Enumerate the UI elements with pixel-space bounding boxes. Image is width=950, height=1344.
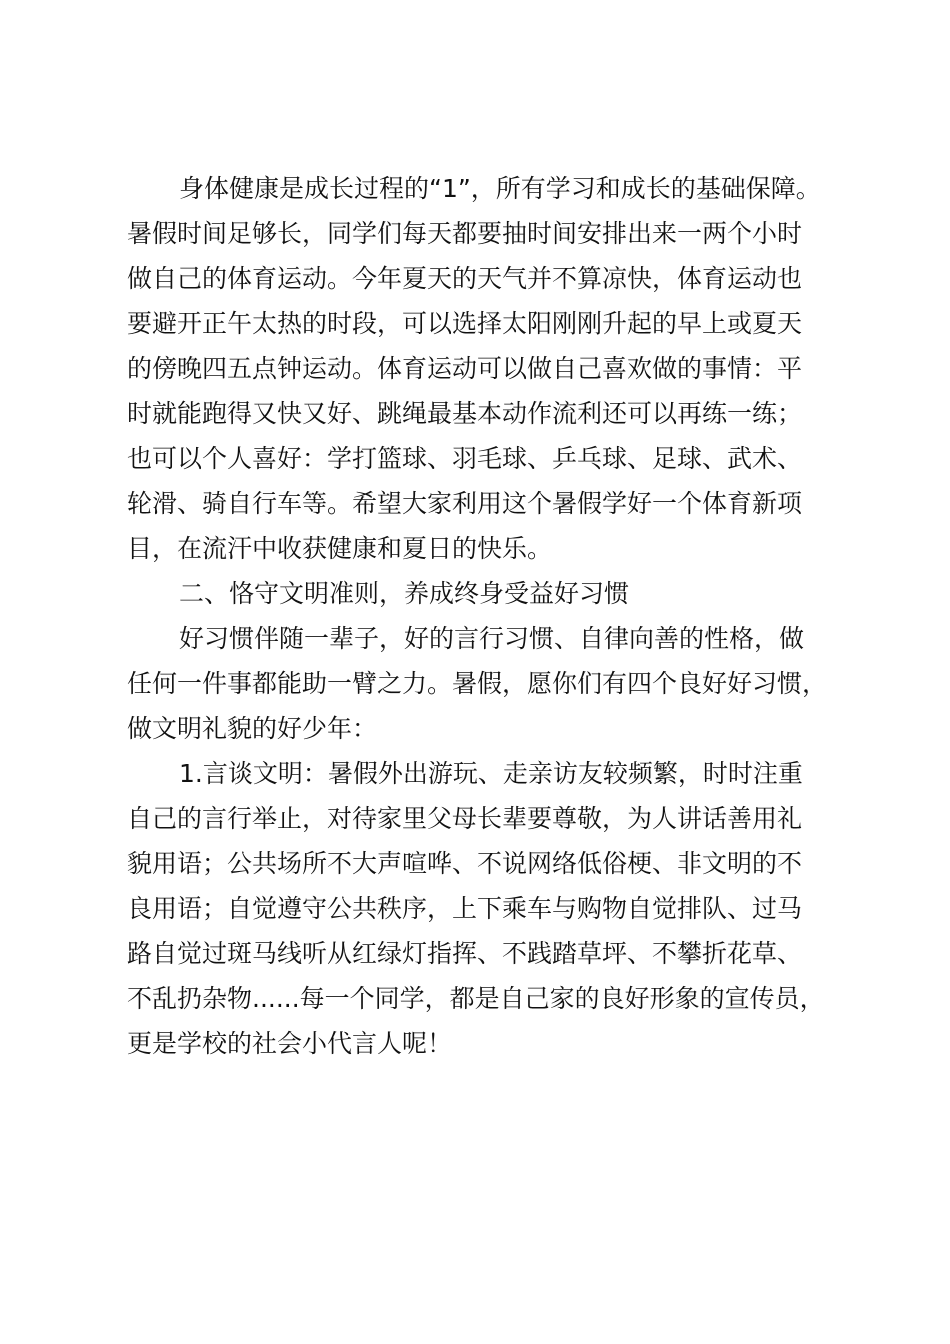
paragraph-line: 身体健康是成长过程的“1”，所有学习和成长的基础保障。 bbox=[179, 174, 821, 203]
list-item-line: 自己的言行举止，对待家里父母长辈要尊敬，为人讲话善用礼 bbox=[127, 804, 803, 833]
list-item-line: 貌用语；公共场所不大声喧哗、不说网络低俗梗、非文明的不 bbox=[127, 849, 803, 878]
list-item-line: 不乱扔杂物......每一个同学，都是自己家的良好形象的宣传员， bbox=[127, 984, 825, 1013]
paragraph-line: 要避开正午太热的时段，可以选择太阳刚刚升起的早上或夏天 bbox=[127, 309, 803, 338]
paragraph-line: 做文明礼貌的好少年： bbox=[127, 714, 378, 743]
paragraph-line: 暑假时间足够长，同学们每天都要抽时间安排出来一两个小时 bbox=[127, 219, 803, 248]
paragraph-line: 好习惯伴随一辈子，好的言行习惯、自律向善的性格，做 bbox=[179, 624, 805, 653]
section-heading: 二、恪守文明准则，养成终身受益好习惯 bbox=[179, 579, 630, 608]
document-body bbox=[127, 166, 857, 1066]
paragraph-line: 的傍晚四五点钟运动。体育运动可以做自己喜欢做的事情：平 bbox=[127, 354, 803, 383]
paragraph-line: 时就能跑得又快又好、跳绳最基本动作流利还可以再练一练； bbox=[127, 399, 803, 428]
list-item-line: 良用语；自觉遵守公共秩序，上下乘车与购物自觉排队、过马 bbox=[127, 894, 803, 923]
paragraph-line: 轮滑、骑自行车等。希望大家利用这个暑假学好一个体育新项 bbox=[127, 489, 803, 518]
paragraph-line: 任何一件事都能助一臂之力。暑假，愿你们有四个良好好习惯， bbox=[127, 669, 828, 698]
list-item-line: 更是学校的社会小代言人呢！ bbox=[127, 1029, 453, 1058]
paragraph-line: 也可以个人喜好：学打篮球、羽毛球、乒乓球、足球、武术、 bbox=[127, 444, 803, 473]
list-item-line: 1.言谈文明：暑假外出游玩、走亲访友较频繁，时时注重 bbox=[179, 759, 803, 788]
paragraph-line: 目，在流汗中收获健康和夏日的快乐。 bbox=[127, 534, 553, 563]
paragraph-line: 做自己的体育运动。今年夏天的天气并不算凉快，体育运动也 bbox=[127, 264, 803, 293]
list-item-line: 路自觉过斑马线听从红绿灯指挥、不践踏草坪、不攀折花草、 bbox=[127, 939, 803, 968]
